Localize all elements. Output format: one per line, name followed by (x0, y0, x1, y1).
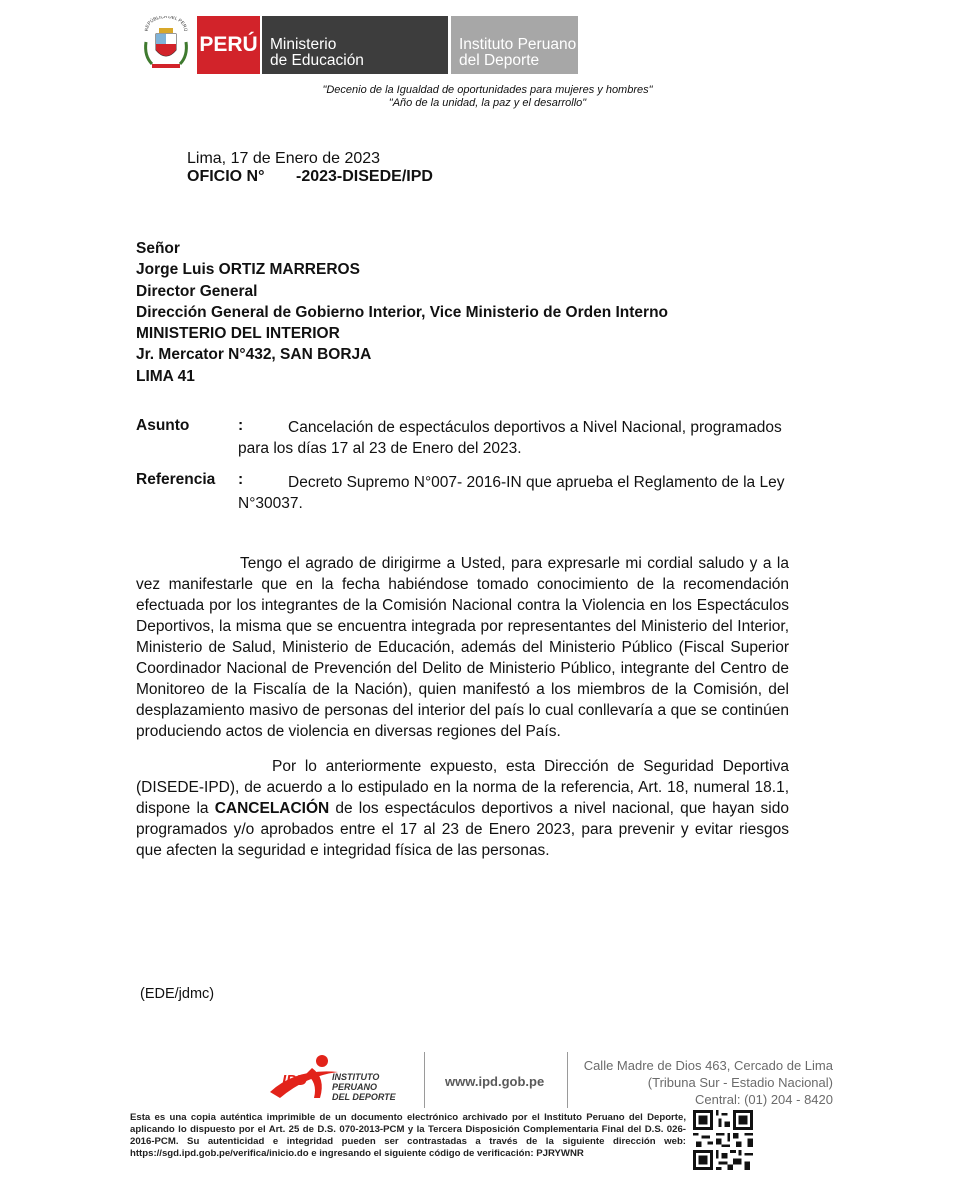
legal-url[interactable]: https://sgd.ipd.gob.pe/verifica/inicio.do (130, 1148, 309, 1159)
address-line2: (Tribuna Sur - Estadio Nacional) (647, 1075, 833, 1090)
qr-code-icon (693, 1110, 753, 1170)
asunto-text: Cancelación de espectáculos deportivos a Nivel Nacional, programados para los días 17 al 23 de Enero del 2023. (238, 419, 782, 457)
ministry-line1: Ministerio (270, 36, 337, 53)
oficio-number: -2023-DISEDE/IPD (296, 168, 433, 185)
ipd-name-line2: PERUANO (332, 1082, 378, 1092)
address-line3: Central: (01) 204 - 8420 (694, 1092, 833, 1107)
addressee-salutation: Señor (136, 240, 180, 257)
initials: (EDE/jdmc) (140, 986, 215, 1002)
peru-label: PERÚ (199, 33, 258, 56)
addressee-city: LIMA 41 (136, 367, 195, 385)
asunto-label: Asunto (136, 417, 190, 434)
ministry-line2: de Educación (270, 52, 364, 69)
mottos (240, 84, 735, 110)
ipd-line2: del Deporte (459, 52, 540, 69)
ipd-name-line3: DEL DEPORTE (332, 1092, 396, 1102)
svg-text:REPÚBLICA DEL PERÚ: REPÚBLICA DEL PERÚ (143, 16, 189, 32)
ipd-name-line1: INSTITUTO (332, 1072, 380, 1082)
legal-text: Esta es una copia auténtica imprimible de un documento electrónico archivado por el Instituto Peruano del Deporte, aplicando lo dispuesto por el Art. 25 de D.S. 070-2013-PCM y la Tercera Disposición Complementaria Final del D.S. 026- 2016-PCM. Su autenticidad e integridad pueden ser contrastadas a través de la siguiente dirección web: (130, 1112, 686, 1147)
paragraph2-cancelacion: CANCELACIÓN (214, 800, 330, 817)
place-date: Lima, 17 de Enero de 2023 (187, 150, 381, 167)
asunto-colon: : (238, 417, 244, 434)
ipd-acronym: IPD (282, 1072, 308, 1089)
peru-brand (197, 16, 260, 74)
ipd-line1: Instituto Peruano (459, 36, 577, 53)
addressee-block (136, 238, 668, 387)
referencia-text: Decreto Supremo N°007- 2016-IN que aprueba el Reglamento de la Ley N°30037. (238, 474, 785, 512)
footer-divider-2 (567, 1052, 568, 1108)
motto-line1: "Decenio de la Igualdad de oportunidades para mujeres y hombres" (322, 84, 653, 96)
motto-line2: "Año de la unidad, la paz y el desarrollo" (388, 97, 587, 109)
address-line1: Calle Madre de Dios 463, Cercado de Lima (583, 1058, 833, 1073)
addressee-ministry: MINISTERIO DEL INTERIOR (136, 325, 340, 343)
addressee-title: Director General (136, 282, 258, 300)
paragraph2-part-b: de los espectáculos deportivos a nivel nacional, que hayan sido programados y/o aprobados entre el 17 al 23 de Enero 2023, para prevenir y evitar riesgos que afecten la seguridad e integridad física de las personas. (136, 800, 789, 859)
referencia-label: Referencia (136, 471, 216, 488)
body-paragraph-1: Tengo el agrado de dirigirme a Usted, para expresarle mi cordial saludo y a la vez manifestarle que en la fecha habiéndose tomado conocimiento de la recomendación efectuada por los integrantes de la Comisión Nacional contra la Violencia en los Espectáculos Deportivos, la misma que se encuentra integrada por representantes del Ministerio del Interior, Ministerio de Salud, Ministerio de Educación, además del Ministerio Público (Fiscal Superior Coordinador Nacional de Prevención del Delito de Ministerio Público, integrante del Centro de Monitoreo de la Fiscalía de la Nación), quien manifestó a los miembros de la Comisión, del desplazamiento masivo de personas del interior del país lo cual conllevaría a que se continúen produciendo actos de violencia en diversas regiones del País. (136, 555, 789, 740)
addressee-name: Jorge Luis ORTIZ MARREROS (136, 261, 360, 279)
ipd-name (332, 1072, 396, 1102)
footer-address (578, 1057, 833, 1108)
body-paragraph-2 (136, 756, 789, 861)
footer-legal-notice (130, 1112, 686, 1160)
ministry-brand (262, 16, 448, 74)
ipd-brand (451, 16, 578, 74)
addressee-street: Jr. Mercator N°432, SAN BORJA (136, 346, 372, 364)
footer-website[interactable]: www.ipd.gob.pe (445, 1074, 545, 1089)
addressee-department: Dirección General de Gobierno Interior, Vice Ministerio de Orden Interno (136, 303, 669, 321)
footer-divider-1 (424, 1052, 425, 1108)
legal-text-end: e ingresando el siguiente código de verificación: (308, 1148, 537, 1159)
referencia-colon: : (238, 471, 244, 488)
paragraph2-part-a: Por lo anteriormente expuesto, esta Dirección de Seguridad Deportiva (DISEDE-IPD), de acuerdo a lo estipulado en la norma de la referencia, Art. 18, numeral 18.1, dispone la (136, 758, 789, 817)
coat-of-arms-icon (142, 16, 190, 72)
verification-code: PJRYWNR (536, 1148, 584, 1159)
oficio-label: OFICIO N° (187, 168, 265, 185)
